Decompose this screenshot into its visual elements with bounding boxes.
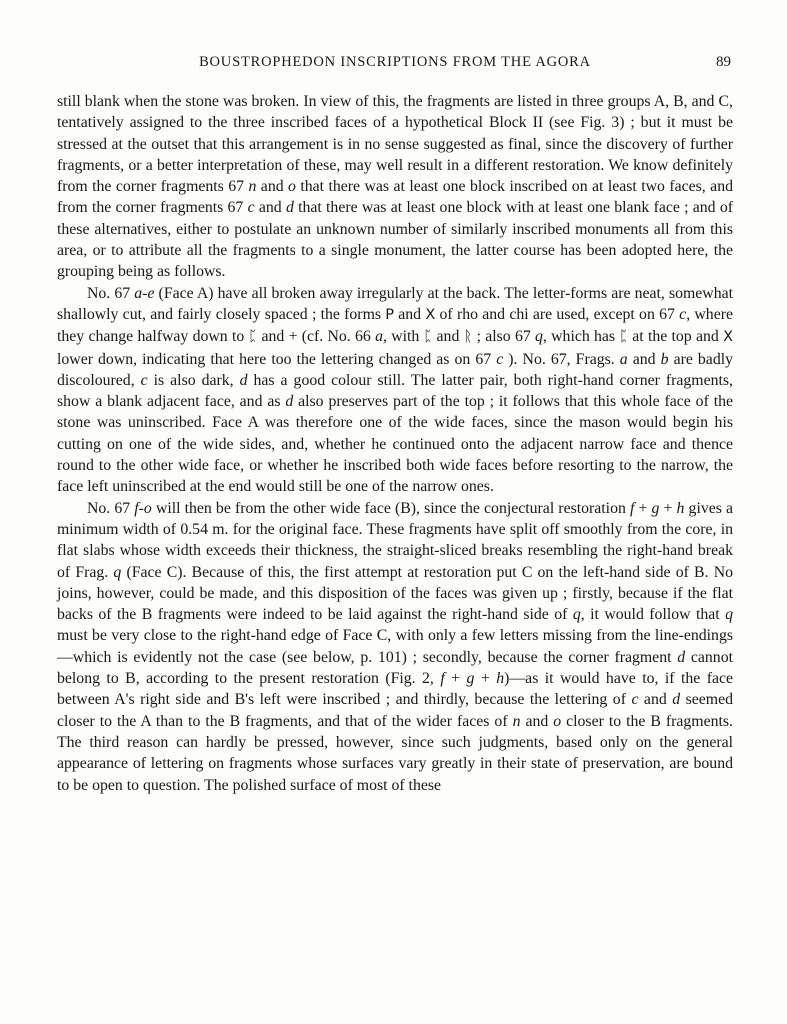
paragraph: No. 67 a-e (Face A) have all broken away irregularly at the back. The letter-forms are neat, somewhat shallowly cut, and fairly closely spaced ; the forms P and X of rho and chi are used, except on 67 c, where they change halfway down to ᛈ and + (cf. No. 66 a, with ᛈ and ᚱ ; also 67 q, which has ᛈ at the top and X lower down, indicating that here too the lettering changed as on 67 c ). No. 67, Frags. a and b are badly discoloured, c is also dark, d has a good colour still. The latter pair, both right-hand corner fragments, show a blank adjacent face, and as d also preserves part of the top ; it follows that this whole face of the stone was uninscribed. Face A was therefore one of the wide faces, since the mason would begin his cutting on one of the wide sides, and, whether he continued onto the adjacent narrow face and thence round to the other wide face, or whether he inscribed both wide faces before resorting to the narrow, the face left uninscribed at the end would still be one of the narrow ones. [57,284,734,496]
running-header-title: BOUSTROPHEDON INSCRIPTIONS FROM THE AGORA [199,54,591,70]
article-body [57,91,733,796]
running-header [57,54,733,76]
text-block [57,54,733,796]
paragraph: No. 67 f-o will then be from the other wide face (B), since the conjectural restoration f + g + h gives a minimum width of 0.54 m. for the original face. These fragments have split off smoothly from the core, in flat slabs whose width exceeds their thickness, the straight-sliced breaks resembling the right-hand break of Frag. q (Face C). Because of this, the first attempt at restoration put C on the left-hand side of B. No joins, however, could be made, and this disposition of the faces was given up ; firstly, because if the flat backs of the B fragments were indeed to be laid against the right-hand side of q, it would follow that q must be very close to the right-hand edge of Face C, with only a few letters missing from the line-endings—which is evidently not the case (see below, p. 101) ; secondly, because the corner fragment d cannot belong to B, according to the present restoration (Fig. 2, f + g + h)—as it would have to, if the face between A's right side and B's left were inscribed ; and thirdly, because the lettering of c and d seemed closer to the A than to the B fragments, and that of the wider faces of n and o closer to the B fragments. The third reason can hardly be pressed, however, since such judgments, based only on the general appearance of lettering on fragments whose surfaces vary greatly in their state of preservation, are bound to be open to question. The polished surface of most of these [57,499,734,794]
paragraph: still blank when the stone was broken. In view of this, the fragments are listed in three groups A, B, and C, tentatively assigned to the three inscribed faces of a hypothetical Block II (see Fig. 3) ; but it must be stressed at the outset that this arrangement is in no sense suggested as final, since the discovery of further fragments, or a better interpretation of these, may well result in a different restoration. We know definitely from the corner fragments 67 n and o that there was at least one block inscribed on at least two faces, and from the corner fragments 67 c and d that there was at least one block with at least one blank face ; and of these alternatives, either to postulate an unknown number of similarly inscribed monuments all from this area, or to attribute all the fragments to a single monument, the latter course has been adopted here, the grouping being as follows. [57,93,733,281]
page-number: 89 [716,54,731,70]
